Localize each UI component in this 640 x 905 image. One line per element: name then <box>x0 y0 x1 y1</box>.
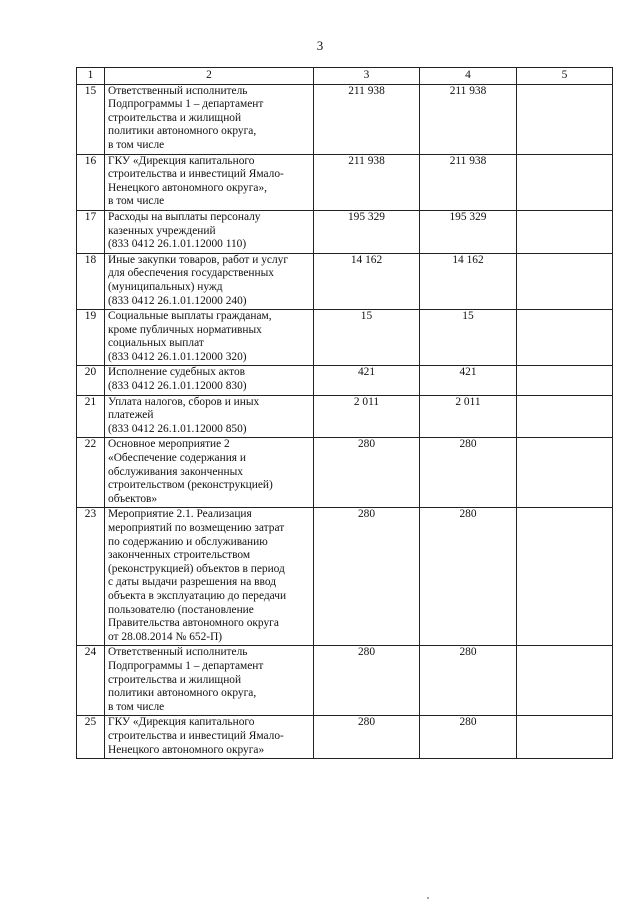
budget-table <box>76 67 613 759</box>
table-row <box>77 253 613 309</box>
table-row <box>77 646 613 716</box>
row-number-cell: 17 <box>77 210 105 253</box>
value-col5-cell <box>517 154 613 210</box>
table-row <box>77 395 613 438</box>
value-col4-cell: 280 <box>420 508 517 646</box>
table-row <box>77 310 613 366</box>
value-col5-cell <box>517 646 613 716</box>
row-number-cell: 21 <box>77 395 105 438</box>
table-row <box>77 84 613 154</box>
description-cell: Мероприятие 2.1. Реализация мероприятий по возмещению затрат по содержанию и обслуживанию законченных строительством (реконструкцией) объектов в период с даты выдачи разрешения на ввод объекта в эксплуатацию до передачи пользователю (постановление Правительства автономного округа от 28.08.2014 № 652-П) <box>105 508 314 646</box>
description-cell: Ответственный исполнитель Подпрограммы 1 – департамент строительства и жилищной политики автономного округа, в том числе <box>105 84 314 154</box>
description-cell: Исполнение судебных актов (833 0412 26.1.01.12000 830) <box>105 366 314 395</box>
column-header-4: 4 <box>420 68 517 85</box>
value-col4-cell: 211 938 <box>420 154 517 210</box>
description-cell: Расходы на выплаты персоналу казенных учреждений (833 0412 26.1.01.12000 110) <box>105 210 314 253</box>
table-header <box>77 68 613 85</box>
value-col5-cell <box>517 253 613 309</box>
value-col4-cell: 280 <box>420 646 517 716</box>
value-col4-cell: 14 162 <box>420 253 517 309</box>
value-col3-cell: 280 <box>314 716 420 759</box>
description-cell: Иные закупки товаров, работ и услуг для обеспечения государственных (муниципальных) нужд (833 0412 26.1.01.12000 240) <box>105 253 314 309</box>
value-col3-cell: 280 <box>314 508 420 646</box>
value-col3-cell: 195 329 <box>314 210 420 253</box>
value-col3-cell: 280 <box>314 646 420 716</box>
row-number-cell: 22 <box>77 438 105 508</box>
table-body <box>77 84 613 759</box>
scan-speck <box>427 897 429 899</box>
description-cell: Уплата налогов, сборов и иных платежей (833 0412 26.1.01.12000 850) <box>105 395 314 438</box>
row-number-cell: 16 <box>77 154 105 210</box>
column-header-5: 5 <box>517 68 613 85</box>
value-col5-cell <box>517 310 613 366</box>
value-col4-cell: 211 938 <box>420 84 517 154</box>
page-number: 3 <box>316 38 324 53</box>
value-col4-cell: 15 <box>420 310 517 366</box>
value-col4-cell: 2 011 <box>420 395 517 438</box>
row-number-cell: 18 <box>77 253 105 309</box>
value-col4-cell: 195 329 <box>420 210 517 253</box>
row-number-cell: 25 <box>77 716 105 759</box>
value-col5-cell <box>517 508 613 646</box>
description-cell: ГКУ «Дирекция капитального строительства и инвестиций Ямало- Ненецкого автономного округа», в том числе <box>105 154 314 210</box>
value-col3-cell: 211 938 <box>314 84 420 154</box>
value-col3-cell: 14 162 <box>314 253 420 309</box>
description-cell: Основное мероприятие 2 «Обеспечение содержания и обслуживания законченных строительством (реконструкцией) объектов» <box>105 438 314 508</box>
header-row <box>77 68 613 85</box>
value-col4-cell: 280 <box>420 716 517 759</box>
table-row <box>77 154 613 210</box>
value-col3-cell: 15 <box>314 310 420 366</box>
description-cell: Ответственный исполнитель Подпрограммы 1 – департамент строительства и жилищной политики автономного округа, в том числе <box>105 646 314 716</box>
table-row <box>77 366 613 395</box>
value-col4-cell: 280 <box>420 438 517 508</box>
value-col5-cell <box>517 438 613 508</box>
column-header-3: 3 <box>314 68 420 85</box>
row-number-cell: 15 <box>77 84 105 154</box>
value-col3-cell: 2 011 <box>314 395 420 438</box>
row-number-cell: 19 <box>77 310 105 366</box>
row-number-cell: 20 <box>77 366 105 395</box>
value-col4-cell: 421 <box>420 366 517 395</box>
table-row <box>77 508 613 646</box>
table-row <box>77 438 613 508</box>
column-header-1: 1 <box>77 68 105 85</box>
value-col5-cell <box>517 716 613 759</box>
description-cell: Социальные выплаты гражданам, кроме публичных нормативных социальных выплат (833 0412 26.1.01.12000 320) <box>105 310 314 366</box>
table-row <box>77 716 613 759</box>
row-number-cell: 23 <box>77 508 105 646</box>
row-number-cell: 24 <box>77 646 105 716</box>
value-col5-cell <box>517 395 613 438</box>
value-col5-cell <box>517 210 613 253</box>
column-header-2: 2 <box>105 68 314 85</box>
value-col3-cell: 280 <box>314 438 420 508</box>
value-col3-cell: 421 <box>314 366 420 395</box>
value-col5-cell <box>517 366 613 395</box>
description-cell: ГКУ «Дирекция капитального строительства и инвестиций Ямало- Ненецкого автономного округа» <box>105 716 314 759</box>
table-row <box>77 210 613 253</box>
value-col3-cell: 211 938 <box>314 154 420 210</box>
value-col5-cell <box>517 84 613 154</box>
